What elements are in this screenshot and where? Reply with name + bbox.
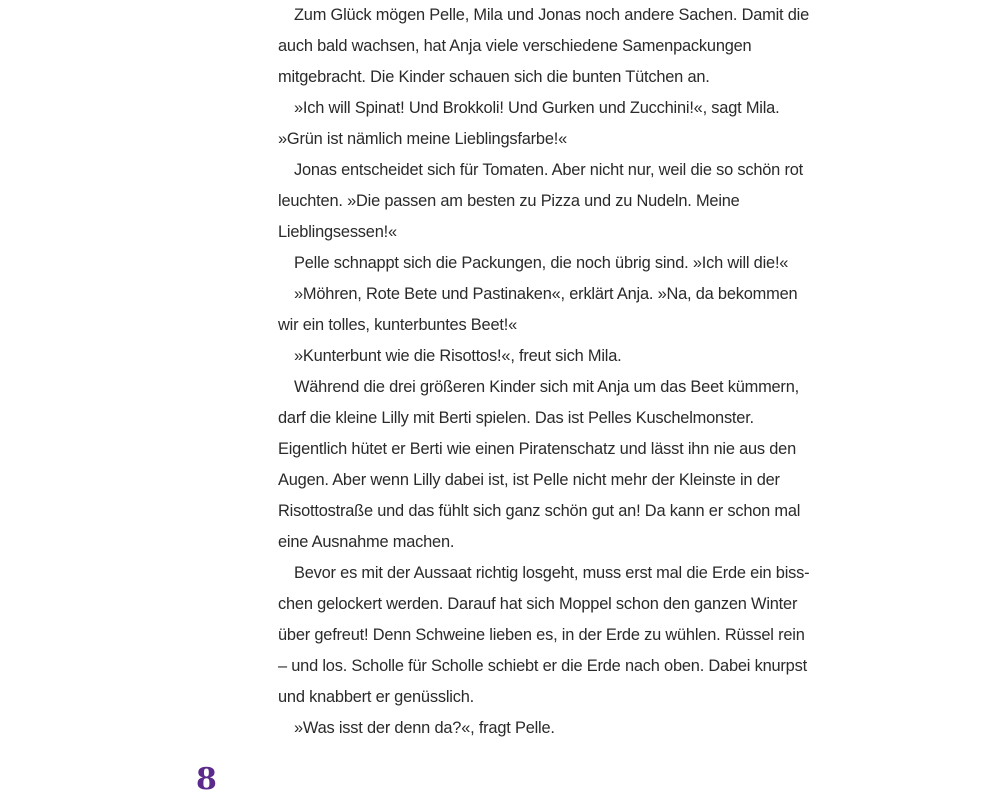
paragraph-2: »Ich will Spinat! Und Brokkoli! Und Gurken und Zucchini!«, sagt Mila. »Grün ist nämlich meine Lieblingsfarbe!« — [278, 99, 780, 148]
paragraph-9: »Was isst der denn da?«, fragt Pelle. — [294, 719, 555, 737]
body-text — [278, 0, 810, 744]
paragraph-4: Pelle schnappt sich die Packungen, die noch übrig sind. »Ich will die!« — [294, 254, 789, 272]
page-number: 8 — [196, 762, 217, 797]
paragraph-8: Bevor es mit der Aussaat richtig losgeht, muss erst mal die Erde ein bisschen gelockert werden. Darauf hat sich Moppel schon den ganzen Winter über gefreut! Denn Schweine lieben es, in der Erde zu wühlen. Rüssel rein – und los. Scholle für Scholle schiebt er die Erde nach oben. Dabei knurpst und knabbert er genüsslich. — [278, 564, 810, 706]
paragraph-6: »Kunterbunt wie die Risottos!«, freut sich Mila. — [294, 347, 622, 365]
paragraph-5: »Möhren, Rote Bete und Pastinaken«, erklärt Anja. »Na, da bekommen wir ein tolles, kunterbuntes Beet!« — [278, 285, 798, 334]
paragraph-1: Zum Glück mögen Pelle, Mila und Jonas noch andere Sachen. Damit die auch bald wachsen, hat Anja viele verschiedene Samenpackungen mitgebracht. Die Kinder schauen sich die bunten Tütchen an. — [278, 6, 810, 86]
paragraph-3: Jonas entscheidet sich für Tomaten. Aber nicht nur, weil die so schön rot leuchten. »Die passen am besten zu Pizza und zu Nudeln. Meine Lieblingsessen!« — [278, 161, 803, 241]
paragraph-7: Während die drei größeren Kinder sich mit Anja um das Beet kümmern, darf die kleine Lilly mit Berti spielen. Das ist Pelles Kuschelmonster. Eigentlich hütet er Berti wie einen Piratenschatz und lässt ihn nie aus den Augen. Aber wenn Lilly dabei ist, ist Pelle nicht mehr der Kleinste in der Risottostraße und das fühlt sich ganz schön gut an! Da kann er schon mal eine Ausnahme machen. — [278, 378, 801, 551]
